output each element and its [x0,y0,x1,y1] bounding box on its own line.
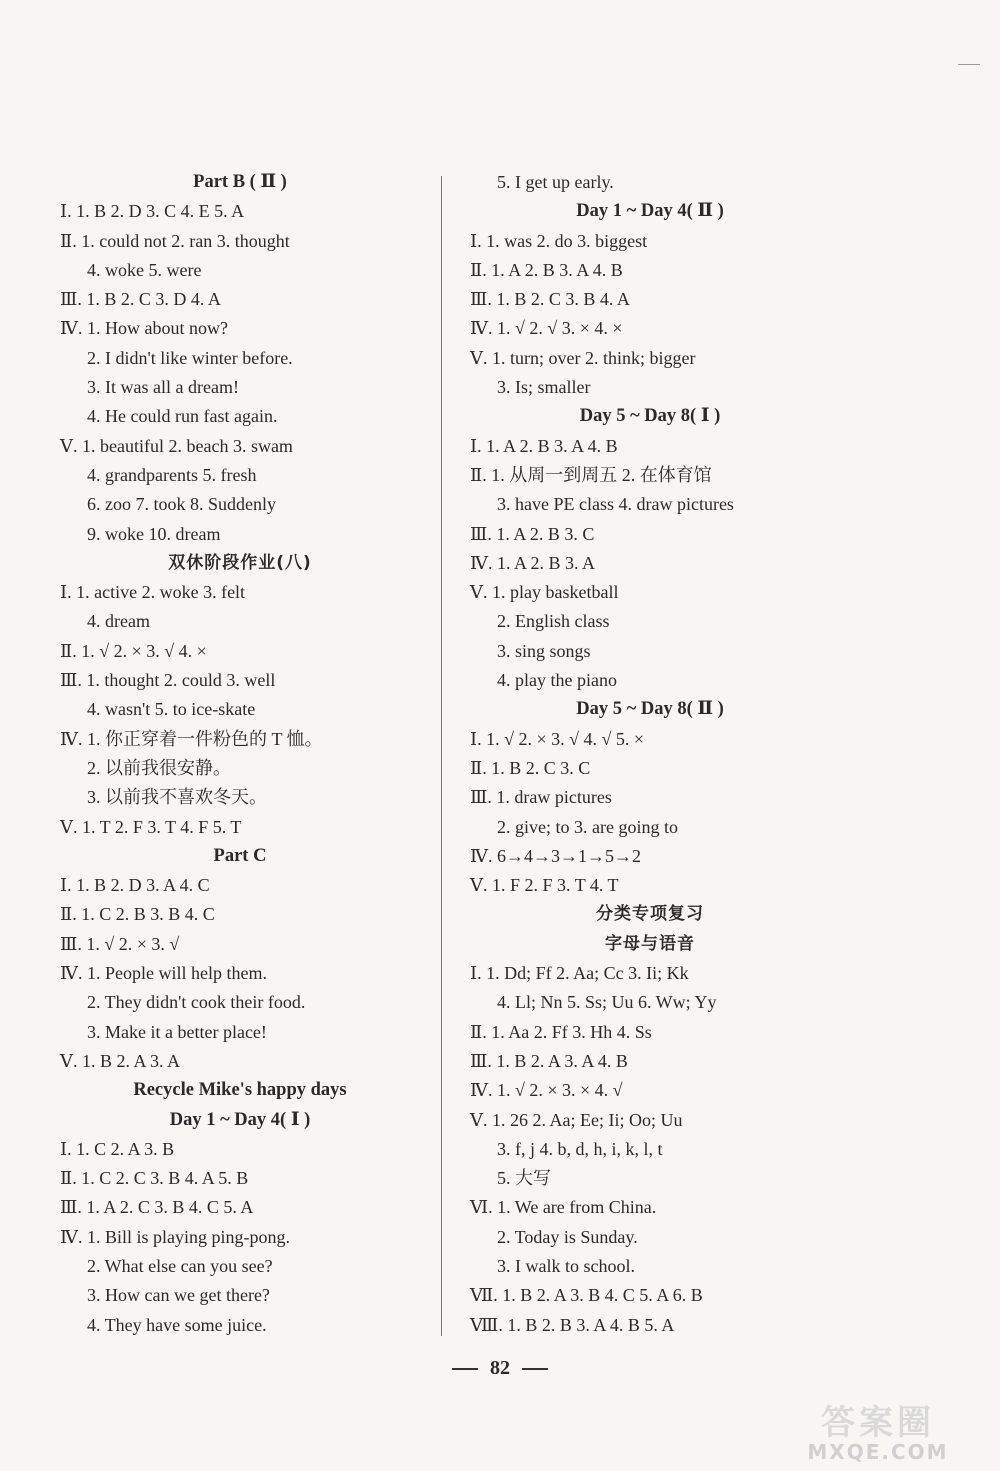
left-answer-column [60,168,420,1340]
answer-subline: 3. How can we get there? [87,1285,270,1306]
answer-subline: 4. grandparents 5. fresh [87,464,257,485]
answer-subline: 3. Is; smaller [497,377,591,398]
answer-line: Ⅴ. 1. T 2. F 3. T 4. F 5. T [60,816,242,837]
answer-line: Ⅵ. 1. We are from China. [470,1197,657,1218]
answer-line: Ⅰ. 1. √ 2. × 3. √ 4. √ 5. × [470,728,645,749]
section-heading: Day 1 ~ Day 4( Ⅱ ) [576,201,724,222]
section-heading: 双休阶段作业(八) [168,552,312,573]
answer-line: Ⅰ. 1. A 2. B 3. A 4. B [470,435,618,456]
answer-subline: 4. dream [87,611,150,632]
answer-subline: 6. zoo 7. took 8. Suddenly [87,494,276,515]
answer-subline: 9. woke 10. dream [87,523,221,544]
answer-line: Ⅲ. 1. B 2. A 3. A 4. B [470,1050,628,1071]
answer-subline: 4. woke 5. were [87,259,202,280]
answer-subline: 4. wasn't 5. to ice-skate [87,699,256,720]
answer-line: Ⅱ. 1. Aa 2. Ff 3. Hh 4. Ss [470,1021,652,1042]
answer-subline: 4. He could run fast again. [87,406,278,427]
answer-subline: 3. sing songs [497,640,591,661]
answer-subline: 2. Today is Sunday. [497,1226,638,1247]
answer-subline: 5. 大写 [497,1168,551,1189]
answer-line: Ⅲ. 1. √ 2. × 3. √ [60,933,180,954]
page-number-text: 82 [490,1357,510,1379]
answer-line: Ⅴ. 1. beautiful 2. beach 3. swam [60,435,293,456]
page-number-right-dash [522,1368,548,1370]
answer-line: Ⅱ. 1. 从周一到周五 2. 在体育馆 [470,464,712,485]
answer-line: Ⅲ. 1. B 2. C 3. B 4. A [470,289,630,310]
site-watermark [778,1395,978,1465]
answer-line: Ⅴ. 1. turn; over 2. think; bigger [470,347,696,368]
answer-line: Ⅲ. 1. A 2. B 3. C [470,523,595,544]
answer-line: Ⅳ. 6→4→3→1→5→2 [470,845,641,866]
answer-line: Ⅴ. 1. B 2. A 3. A [60,1050,181,1071]
answer-line: Ⅳ. 1. √ 2. √ 3. × 4. × [470,318,623,339]
answer-subline: 3. f, j 4. b, d, h, i, k, l, t [497,1138,663,1159]
answer-line: Ⅱ. 1. B 2. C 3. C [470,757,591,778]
answer-subline: 3. Make it a better place! [87,1021,267,1042]
answer-line: Ⅴ. 1. 26 2. Aa; Ee; Ii; Oo; Uu [470,1109,683,1130]
answer-line: Ⅴ. 1. play basketball [470,582,619,603]
answer-line: Ⅳ. 1. People will help them. [60,963,267,984]
page-number-left-dash [452,1368,478,1370]
answer-line: Ⅳ. 1. Bill is playing ping-pong. [60,1226,290,1247]
answer-line: Ⅲ. 1. draw pictures [470,787,612,808]
answer-subline: 5. I get up early. [497,172,614,192]
answer-line: Ⅴ. 1. F 2. F 3. T 4. T [470,875,619,896]
answer-line: Ⅰ. 1. was 2. do 3. biggest [470,230,648,251]
section-heading: Day 5 ~ Day 8( Ⅰ ) [579,406,721,427]
answer-line: Ⅶ. 1. B 2. A 3. B 4. C 5. A 6. B [470,1285,703,1306]
answer-line: Ⅱ. 1. √ 2. × 3. √ 4. × [60,640,207,661]
answer-line: Ⅰ. 1. B 2. D 3. C 4. E 5. A [60,201,245,222]
answer-subline: 3. have PE class 4. draw pictures [497,494,734,515]
answer-subline: 2. 以前我很安静。 [87,757,231,778]
answer-line: Ⅲ. 1. A 2. C 3. B 4. C 5. A [60,1197,254,1218]
answer-subline: 2. What else can you see? [87,1255,273,1276]
answer-line: Ⅰ. 1. active 2. woke 3. felt [60,582,246,603]
answer-subline: 4. They have some juice. [87,1314,267,1335]
section-heading: 字母与语音 [605,933,695,954]
section-heading: Day 5 ~ Day 8( Ⅱ ) [576,699,724,720]
section-heading: Part B ( Ⅱ ) [193,172,287,192]
answer-line: Ⅱ. 1. could not 2. ran 3. thought [60,230,290,251]
answer-subline: 2. They didn't cook their food. [87,992,306,1013]
watermark-logo-text: 答案圈 [821,1403,935,1443]
answer-subline: 3. 以前我不喜欢冬天。 [87,787,267,808]
answer-subline: 4. play the piano [497,670,617,691]
answer-subline: 3. It was all a dream! [87,377,239,398]
answer-line: Ⅱ. 1. C 2. C 3. B 4. A 5. B [60,1168,249,1189]
answer-line: Ⅲ. 1. B 2. C 3. D 4. A [60,289,221,310]
answer-line: Ⅱ. 1. C 2. B 3. B 4. C [60,904,215,925]
column-divider [441,176,442,1336]
answer-line: Ⅰ. 1. B 2. D 3. A 4. C [60,875,210,896]
answer-subline: 3. I walk to school. [497,1255,635,1276]
right-answer-column [470,168,830,1340]
answer-subline: 2. English class [497,611,610,632]
page-number [0,1357,1000,1380]
answer-line: Ⅳ. 1. 你正穿着一件粉色的 T 恤。 [60,728,323,749]
answer-line: Ⅳ. 1. √ 2. × 3. × 4. √ [470,1080,623,1101]
answer-line: Ⅷ. 1. B 2. B 3. A 4. B 5. A [470,1314,675,1335]
answer-line: Ⅳ. 1. How about now? [60,318,228,339]
section-heading: Part C [213,845,267,866]
corner-mark [958,64,980,65]
answer-subline: 2. give; to 3. are going to [497,816,678,837]
section-heading: 分类专项复习 [596,904,704,925]
answer-subline: 4. Ll; Nn 5. Ss; Uu 6. Ww; Yy [497,992,717,1013]
answer-line: Ⅱ. 1. A 2. B 3. A 4. B [470,259,623,280]
watermark-url: MXQE.COM [807,1440,949,1464]
section-heading: Recycle Mike's happy days [133,1080,347,1101]
answer-line: Ⅰ. 1. C 2. A 3. B [60,1138,175,1159]
answer-line: Ⅳ. 1. A 2. B 3. A [470,552,596,573]
section-heading: Day 1 ~ Day 4( Ⅰ ) [169,1109,311,1130]
answer-subline: 2. I didn't like winter before. [87,347,293,368]
answer-line: Ⅲ. 1. thought 2. could 3. well [60,670,276,691]
answer-line: Ⅰ. 1. Dd; Ff 2. Aa; Cc 3. Ii; Kk [470,963,689,984]
